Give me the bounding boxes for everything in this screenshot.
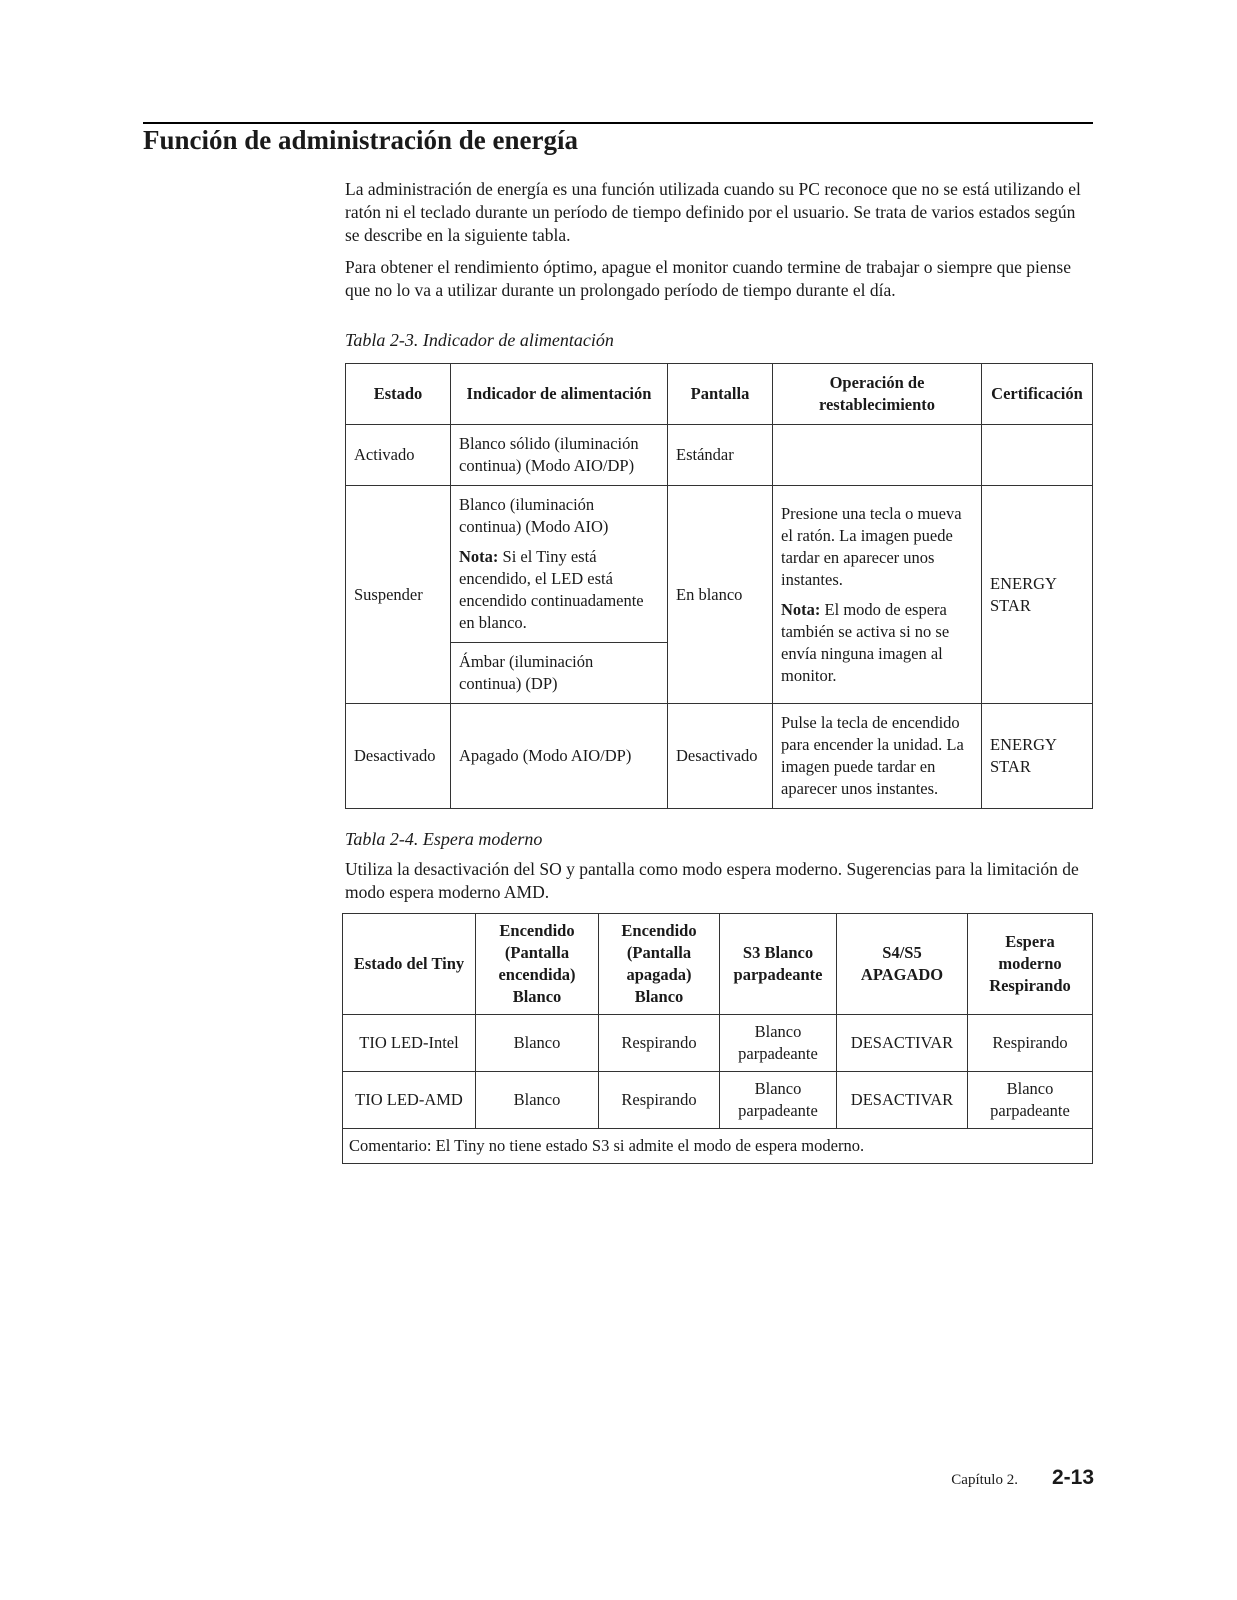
indicator-note [459, 546, 659, 634]
cell-screen: Estándar [668, 425, 773, 486]
header-tiny-state: Estado del Tiny [343, 914, 476, 1015]
cell-restore: Pulse la tecla de encendido para encender la unidad. La imagen puede tardar en aparecer unos instantes. [773, 704, 982, 809]
table-row [343, 1015, 1093, 1072]
table-row [343, 1072, 1093, 1129]
page-footer [951, 1466, 1094, 1490]
indicator-text: Blanco (iluminación continua) (Modo AIO) [459, 495, 609, 536]
cell-state: Activado [346, 425, 451, 486]
table1-caption: Tabla 2-3. Indicador de alimentación [345, 330, 614, 350]
table-cell: DESACTIVAR [837, 1015, 968, 1072]
cell-restore [773, 486, 982, 704]
table-cell: TIO LED-Intel [343, 1015, 476, 1072]
table2-caption: Tabla 2-4. Espera moderno [345, 829, 543, 849]
section-title: Función de administración de energía [143, 125, 579, 155]
cell-certification: ENERGY STAR [982, 486, 1093, 704]
restore-text: Presione una tecla o mueva el ratón. La imagen puede tardar en aparecer unos instantes. [781, 503, 962, 589]
modern-standby-table [342, 913, 1093, 1164]
cell-indicator: Apagado (Modo AIO/DP) [451, 704, 668, 809]
cell-screen: En blanco [668, 486, 773, 704]
header-s3: S3 Blanco parpadeante [720, 914, 837, 1015]
cell-state: Suspender [346, 486, 451, 704]
note-label: Nota: [459, 547, 499, 566]
cell-restore [773, 425, 982, 486]
table-cell: Blanco [476, 1015, 599, 1072]
header-modern-standby: Espera moderno Respirando [968, 914, 1093, 1015]
table-row-suspend [346, 486, 1093, 643]
header-screen: Pantalla [668, 364, 773, 425]
header-certification: Certificación [982, 364, 1093, 425]
table-comment-row [343, 1129, 1093, 1164]
note-text: El modo de espera también se activa si no se envía ninguna imagen al monitor. [781, 599, 950, 685]
table-comment: Comentario: El Tiny no tiene estado S3 si admite el modo de espera moderno. [343, 1129, 1093, 1164]
table2-intro: Utiliza la desactivación del SO y pantalla como modo espera moderno. Sugerencias para la limitación de modo espera moderno AMD. [345, 859, 1079, 902]
intro-paragraph: La administración de energía es una función utilizada cuando su PC reconoce que no se está utilizando el ratón ni el teclado durante un período de tiempo definido por el usuario. Se trata de varios estados según se describe en la siguiente tabla. [345, 179, 1081, 245]
chapter-label: Capítulo 2. [951, 1472, 1018, 1488]
header-restore: Operación de restablecimiento [773, 364, 982, 425]
cell-screen: Desactivado [668, 704, 773, 809]
table-header-row [346, 364, 1093, 425]
table-cell: Blanco parpadeante [720, 1015, 837, 1072]
table-header-row [343, 914, 1093, 1015]
table-cell: Blanco [476, 1072, 599, 1129]
recommendation-paragraph: Para obtener el rendimiento óptimo, apague el monitor cuando termine de trabajar o siempre que piense que no lo va a utilizar durante un prolongado período de tiempo durante el día. [345, 257, 1071, 300]
table-cell: DESACTIVAR [837, 1072, 968, 1129]
header-on-screen-on: Encendido (Pantalla encendida) Blanco [476, 914, 599, 1015]
cell-indicator-amber: Ámbar (iluminación continua) (DP) [451, 643, 668, 704]
header-indicator: Indicador de alimentación [451, 364, 668, 425]
table-row-on [346, 425, 1093, 486]
cell-certification [982, 425, 1093, 486]
note-label: Nota: [781, 599, 821, 619]
table-cell: Respirando [599, 1072, 720, 1129]
header-s4s5: S4/S5 APAGADO [837, 914, 968, 1015]
page-number: 2-13 [1051, 1466, 1094, 1489]
restore-note [781, 599, 973, 687]
table-cell: Respirando [968, 1015, 1093, 1072]
table-cell: Blanco parpadeante [968, 1072, 1093, 1129]
table-cell: TIO LED-AMD [343, 1072, 476, 1129]
cell-certification: ENERGY STAR [982, 704, 1093, 809]
table-row-off [346, 704, 1093, 809]
main-content [345, 178, 1093, 1164]
cell-indicator: Blanco sólido (iluminación continua) (Modo AIO/DP) [451, 425, 668, 486]
header-on-screen-off: Encendido (Pantalla apagada) Blanco [599, 914, 720, 1015]
cell-indicator [451, 486, 668, 643]
note-text: Si el Tiny está encendido, el LED está encendido continuadamente en blanco. [459, 547, 644, 632]
cell-state: Desactivado [346, 704, 451, 809]
header-state: Estado [346, 364, 451, 425]
table-cell: Respirando [599, 1015, 720, 1072]
power-indicator-table [345, 363, 1093, 809]
table-cell: Blanco parpadeante [720, 1072, 837, 1129]
